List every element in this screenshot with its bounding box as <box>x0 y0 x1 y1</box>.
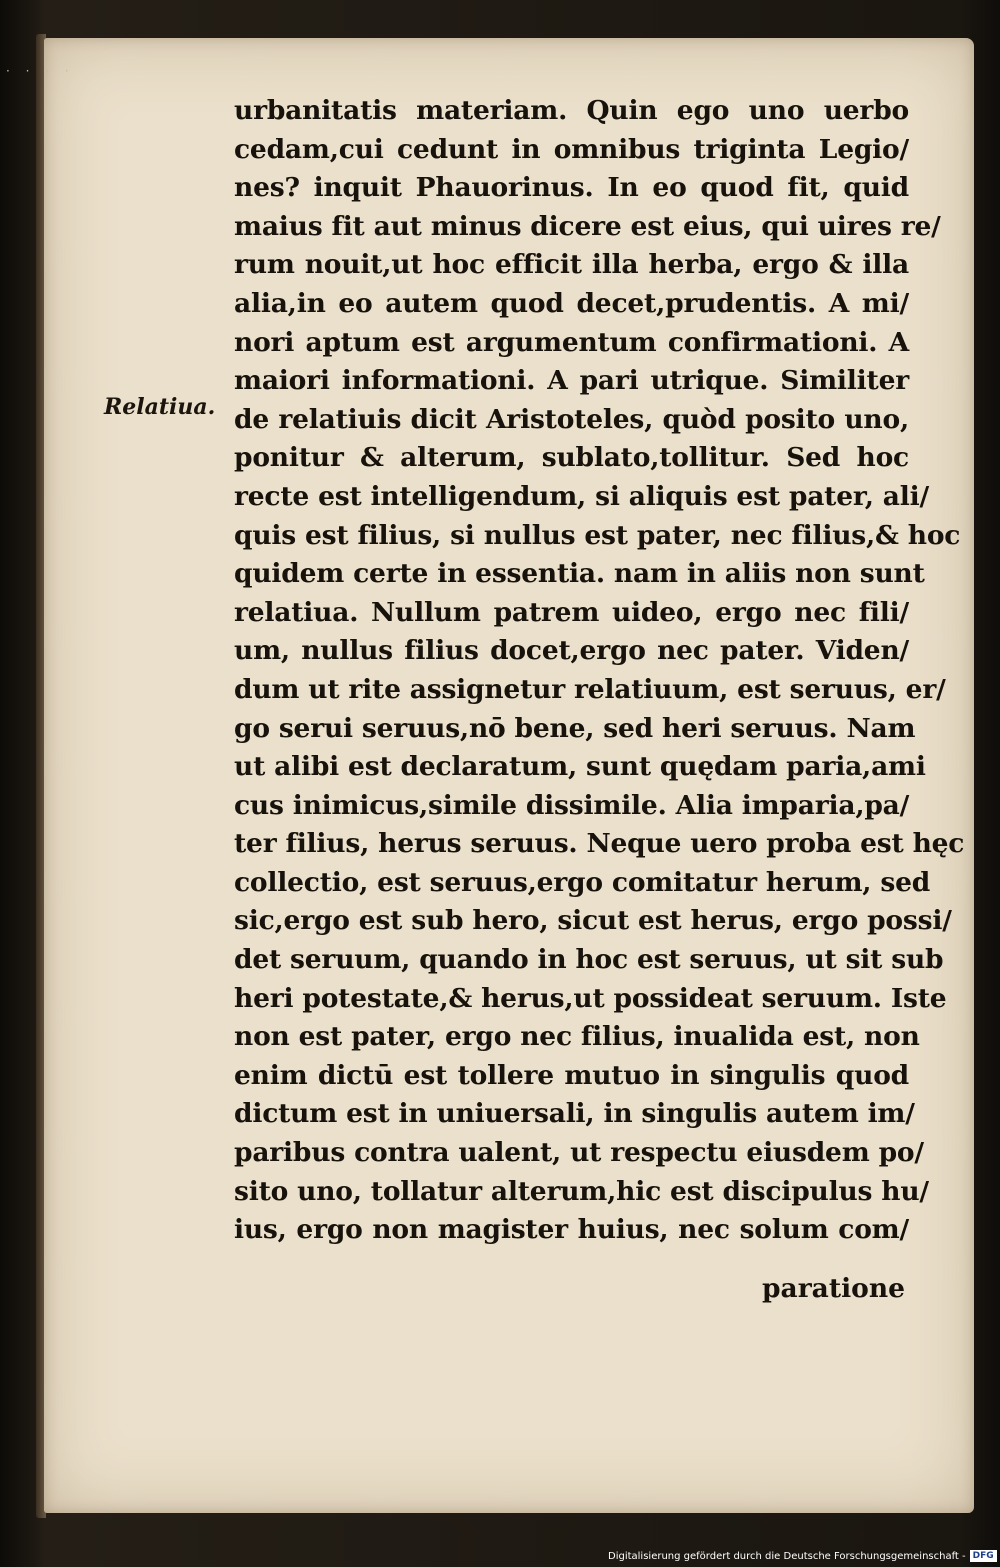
text-line-3: nes? inquit Phauorinus. In eo quod fit, quid <box>234 172 909 204</box>
body-text <box>234 92 965 1250</box>
credit-text: Digitalisierung gefördert durch die Deutsche Forschungsgemeinschaft - <box>608 1550 966 1562</box>
text-line-1: urbanitatis materiam. Quin ego uno uerbo <box>234 95 909 126</box>
text-line-26: enim dictū est tollere mutuo in singulis quod <box>234 1059 909 1091</box>
text-line-16: dum ut rite assignetur relatiuum, est seruus, er/ <box>234 673 946 705</box>
text-line-11: recte est intelligendum, si aliquis est pater, ali/ <box>234 480 929 512</box>
text-line-30: ius, ergo non magister huius, nec solum com/ <box>234 1214 909 1246</box>
text-line-24: heri potestate,& herus,ut possideat seruum. Iste <box>234 982 947 1014</box>
text-line-14: relatiua. Nullum patrem uideo, ergo nec fili/ <box>234 596 909 628</box>
text-line-8: maiori informationi. A pari utrique. Similiter <box>234 365 909 397</box>
text-line-15: um, nullus filius docet,ergo nec pater. Viden/ <box>234 635 909 667</box>
text-line-25: non est pater, ergo nec filius, inualida est, non <box>234 1021 920 1053</box>
text-line-7: nori aptum est argumentum confirmationi. A <box>234 326 909 358</box>
text-line-23: det seruum, quando in hoc est seruus, ut sit sub <box>234 944 944 976</box>
text-line-27: dictum est in uniuersali, in singulis autem im/ <box>234 1098 915 1130</box>
text-line-2: cedam,cui cedunt in omnibus triginta Legio/ <box>234 133 909 165</box>
catchword: paratione <box>762 1273 905 1304</box>
dfg-logo: DFG <box>970 1550 997 1562</box>
text-line-21: collectio, est seruus,ergo comitatur herum, sed <box>234 866 931 898</box>
text-line-13: quidem certe in essentia. nam in aliis non sunt <box>234 558 925 590</box>
text-line-9: de relatiuis dicit Aristoteles, quòd posito uno, <box>234 403 909 435</box>
text-line-22: sic,ergo est sub hero, sicut est herus, ergo possi/ <box>234 905 952 937</box>
text-line-19: cus inimicus,simile dissimile. Alia imparia,pa/ <box>234 789 910 821</box>
text-line-29: sito uno, tollatur alterum,hic est discipulus hu/ <box>234 1175 929 1207</box>
text-line-28: paribus contra ualent, ut respectu eiusdem po/ <box>234 1137 924 1169</box>
text-line-12: quis est filius, si nullus est pater, nec filius,& hoc <box>234 519 961 551</box>
text-line-10: ponitur & alterum, sublato,tollitur. Sed hoc <box>234 442 909 474</box>
text-line-17: go serui seruus,nō bene, sed heri seruus. Nam <box>234 712 916 744</box>
digitization-credit <box>608 1548 997 1564</box>
text-line-20: ter filius, herus seruus. Neque uero proba est hęc <box>234 828 965 860</box>
text-line-6: alia,in eo autem quod decet,prudentis. A mi/ <box>234 287 909 319</box>
text-line-18: ut alibi est declaratum, sunt quędam paria,ami <box>234 751 926 783</box>
margin-specks: · · · · <box>6 64 75 78</box>
marginal-note: Relatiua. <box>104 394 216 420</box>
text-line-4: maius fit aut minus dicere est eius, qui uires re/ <box>234 210 941 242</box>
text-line-5: rum nouit,ut hoc efficit illa herba, ergo & illa <box>234 249 909 281</box>
